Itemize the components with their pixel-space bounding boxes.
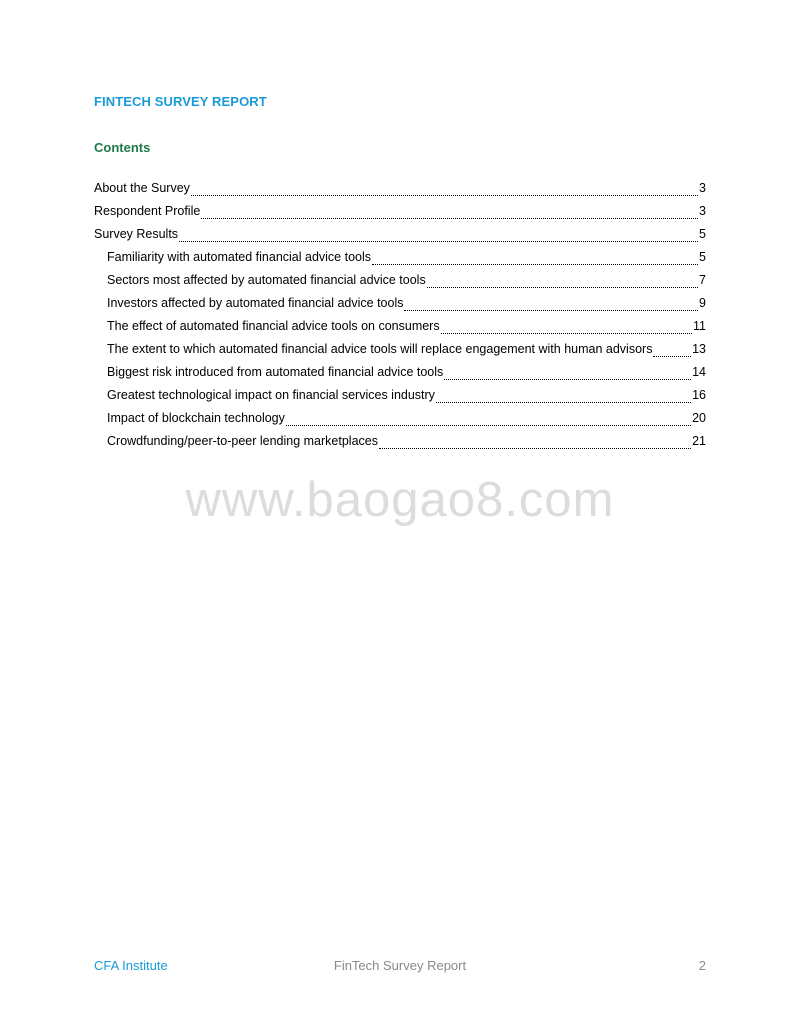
toc-entry[interactable] [94,203,706,226]
toc-entry-page: 13 [692,342,706,356]
toc-entry[interactable] [94,272,706,295]
toc-dot-leader [441,332,692,334]
toc-entry-label: Crowdfunding/peer-to-peer lending marketplaces [107,434,378,448]
toc-dot-leader [444,378,691,380]
toc-dot-leader [379,447,691,449]
toc-entry-label: The effect of automated financial advice tools on consumers [107,319,440,333]
toc-dot-leader [201,217,698,219]
toc-entry-label: Greatest technological impact on financial services industry [107,388,435,402]
footer-document-name: FinTech Survey Report [333,958,467,973]
toc-entry-label: Survey Results [94,227,179,241]
toc-entry-page: 11 [693,319,706,333]
toc-entry-page: 21 [692,434,706,448]
toc-entry-label: Familiarity with automated financial advice tools [107,250,372,264]
toc-entry-page: 3 [699,181,706,195]
toc-dot-leader [436,401,691,403]
toc-entry[interactable] [94,226,706,249]
toc-dot-leader [286,424,691,426]
toc-entry-label: Impact of blockchain technology [107,411,285,425]
toc-entry-page: 9 [699,296,706,310]
toc-entry-label: Sectors most affected by automated financial advice tools [107,273,426,287]
toc-entry[interactable] [94,295,706,318]
toc-dot-leader [372,263,698,265]
footer-page-number: 2 [698,958,706,973]
toc-dot-leader [404,309,698,311]
toc-entry[interactable] [94,433,706,456]
toc-entry-label: About the Survey [94,181,190,195]
toc-dot-leader [179,240,698,242]
toc-entry[interactable] [94,318,706,341]
toc-entry-label: The extent to which automated financial advice tools will replace engagement with human advisors [107,342,653,356]
toc-entry-label: Biggest risk introduced from automated financial advice tools [107,365,444,379]
toc-entry[interactable] [94,341,706,364]
toc-entry-page: 7 [699,273,706,287]
toc-dot-leader [191,194,698,196]
watermark: www.baogao8.com [185,473,615,527]
toc-entry[interactable] [94,387,706,410]
toc-entry-label: Investors affected by automated financial advice tools [107,296,404,310]
toc-entry-page: 16 [692,388,706,402]
toc-entry[interactable] [94,364,706,387]
toc-entry-page: 5 [699,250,706,264]
table-of-contents [94,180,706,456]
footer-organization: CFA Institute [94,958,168,973]
toc-entry[interactable] [94,410,706,433]
contents-heading: Contents [94,140,151,155]
toc-dot-leader [427,286,698,288]
toc-entry-page: 20 [692,411,706,425]
toc-entry[interactable] [94,249,706,272]
toc-entry-page: 5 [699,227,706,241]
toc-entry-page: 3 [699,204,706,218]
report-title: FINTECH SURVEY REPORT [94,94,267,109]
toc-entry-label: Respondent Profile [94,204,201,218]
toc-entry[interactable] [94,180,706,203]
toc-entry-page: 14 [692,365,706,379]
toc-dot-leader [653,355,691,357]
